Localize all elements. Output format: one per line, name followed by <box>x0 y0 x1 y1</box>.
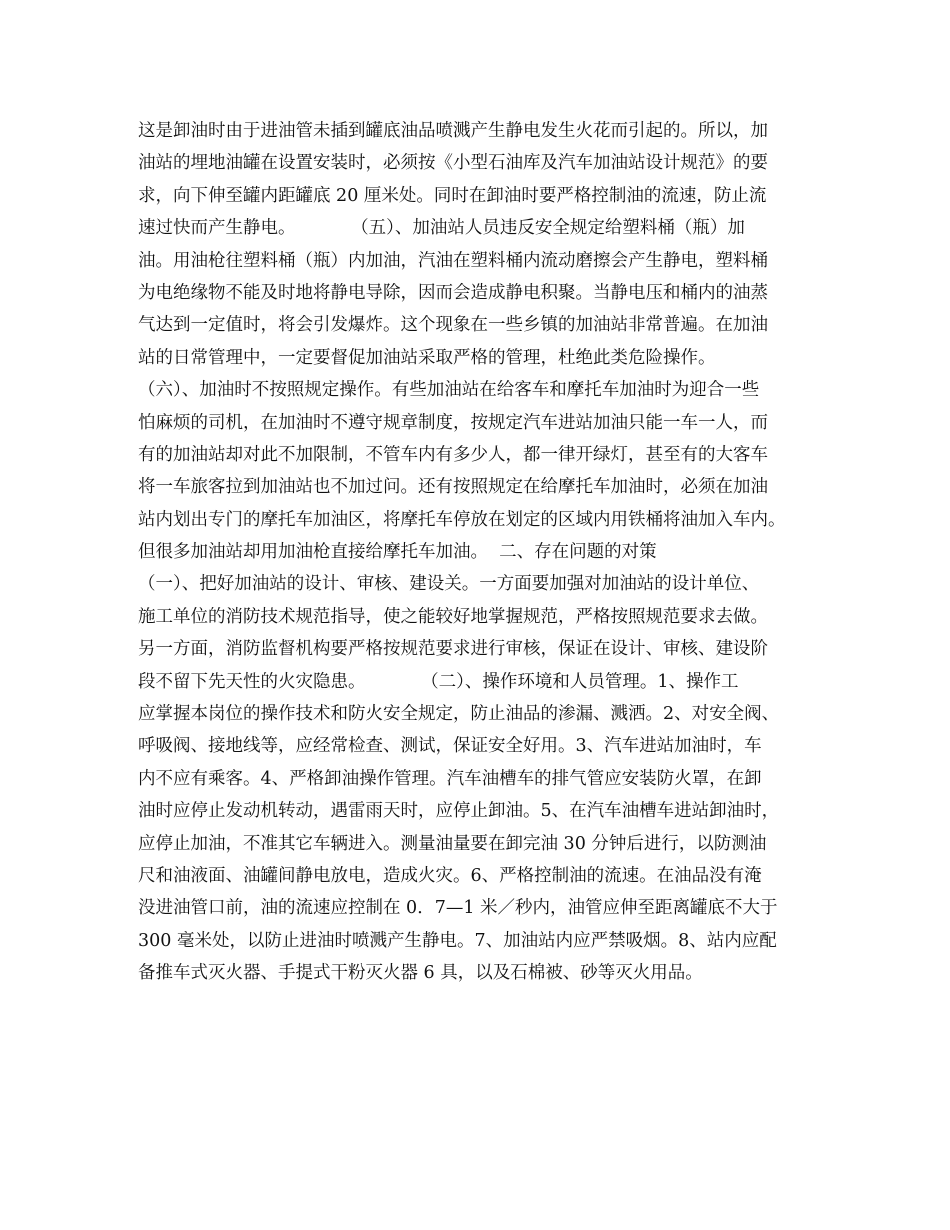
text-line: 没进油管口前，油的流速应控制在 0．7—1 米／秒内，油管应伸至距离罐底不大于 <box>138 898 778 919</box>
text-line: 但很多加油站却用加油枪直接给摩托车加油。 二、存在问题的对策 <box>138 542 657 563</box>
text-line: 300 毫米处，以防止进油时喷溅产生静电。7、加油站内应严禁吸烟。8、站内应配 <box>138 930 777 951</box>
text-line: 施工单位的消防技术规范指导，使之能较好地掌握规范，严格按照规范要求去做。 <box>138 606 768 627</box>
text-line: 内不应有乘客。4、严格卸油操作管理。汽车油槽车的排气管应安装防火罩，在卸 <box>138 768 762 789</box>
text-line: 应掌握本岗位的操作技术和防火安全规定，防止油品的渗漏、溅洒。2、对安全阀、 <box>138 704 780 725</box>
text-line: 另一方面，消防监督机构要严格按规范要求进行审核，保证在设计、审核、建设阶 <box>138 639 768 660</box>
text-line: 速过快而产生静电。 （五）、加油站人员违反安全规定给塑料桶（瓶）加 <box>138 218 745 239</box>
body-text <box>138 115 828 990</box>
text-line: （一）、把好加油站的设计、审核、建设关。一方面要加强对加油站的设计单位、 <box>138 574 760 595</box>
text-line: 将一车旅客拉到加油站也不加过问。还有按照规定在给摩托车加油时，必须在加油 <box>138 477 768 498</box>
text-line: 备推车式灭火器、手提式干粉灭火器 6 具，以及石棉被、砂等灭火用品。 <box>138 963 703 984</box>
text-line: 站内划出专门的摩托车加油区，将摩托车停放在划定的区域内用铁桶将油加入车内。 <box>138 509 786 530</box>
text-line: 油时应停止发动机转动，遇雷雨天时，应停止卸油。5、在汽车油槽车进站卸油时， <box>138 801 780 822</box>
text-line: 段不留下先天性的火灾隐患。 （二）、操作环境和人员管理。1、操作工 <box>138 671 739 692</box>
text-line: 尺和油液面、油罐间静电放电，造成火灾。6、严格控制油的流速。在油品没有淹 <box>138 865 762 886</box>
text-line: 求，向下伸至罐内距罐底 20 厘米处。同时在卸油时要严格控制油的流速，防止流 <box>138 185 767 206</box>
text-line: 站的日常管理中，一定要督促加油站采取严格的管理，杜绝此类危险操作。 <box>138 347 716 368</box>
text-line: 有的加油站却对此不加限制，不管车内有多少人，都一律开绿灯，甚至有的大客车 <box>138 444 768 465</box>
text-line: 呼吸阀、接地线等，应经常检查、测试，保证安全好用。3、汽车进站加油时，车 <box>138 736 762 757</box>
text-line: 应停止加油，不准其它车辆进入。测量油量要在卸完油 30 分钟后进行，以防测油 <box>138 833 767 854</box>
text-line: （六）、加油时不按照规定操作。有些加油站在给客车和摩托车加油时为迎合一些 <box>138 380 760 401</box>
text-line: 为电绝缘物不能及时地将静电导除，因而会造成静电积聚。当静电压和桶内的油蒸 <box>138 282 768 303</box>
text-line: 气达到一定值时，将会引发爆炸。这个现象在一些乡镇的加油站非常普遍。在加油 <box>138 315 768 336</box>
text-line: 怕麻烦的司机，在加油时不遵守规章制度，按规定汽车进站加油只能一车一人，而 <box>138 412 768 433</box>
text-line: 这是卸油时由于进油管未插到罐底油品喷溅产生静电发生火花而引起的。所以，加 <box>138 121 768 141</box>
text-line: 油站的埋地油罐在设置安装时，必须按《小型石油库及汽车加油站设计规范》的要 <box>138 153 768 174</box>
text-line: 油。用油枪往塑料桶（瓶）内加油，汽油在塑料桶内流动磨擦会产生静电，塑料桶 <box>138 250 768 271</box>
